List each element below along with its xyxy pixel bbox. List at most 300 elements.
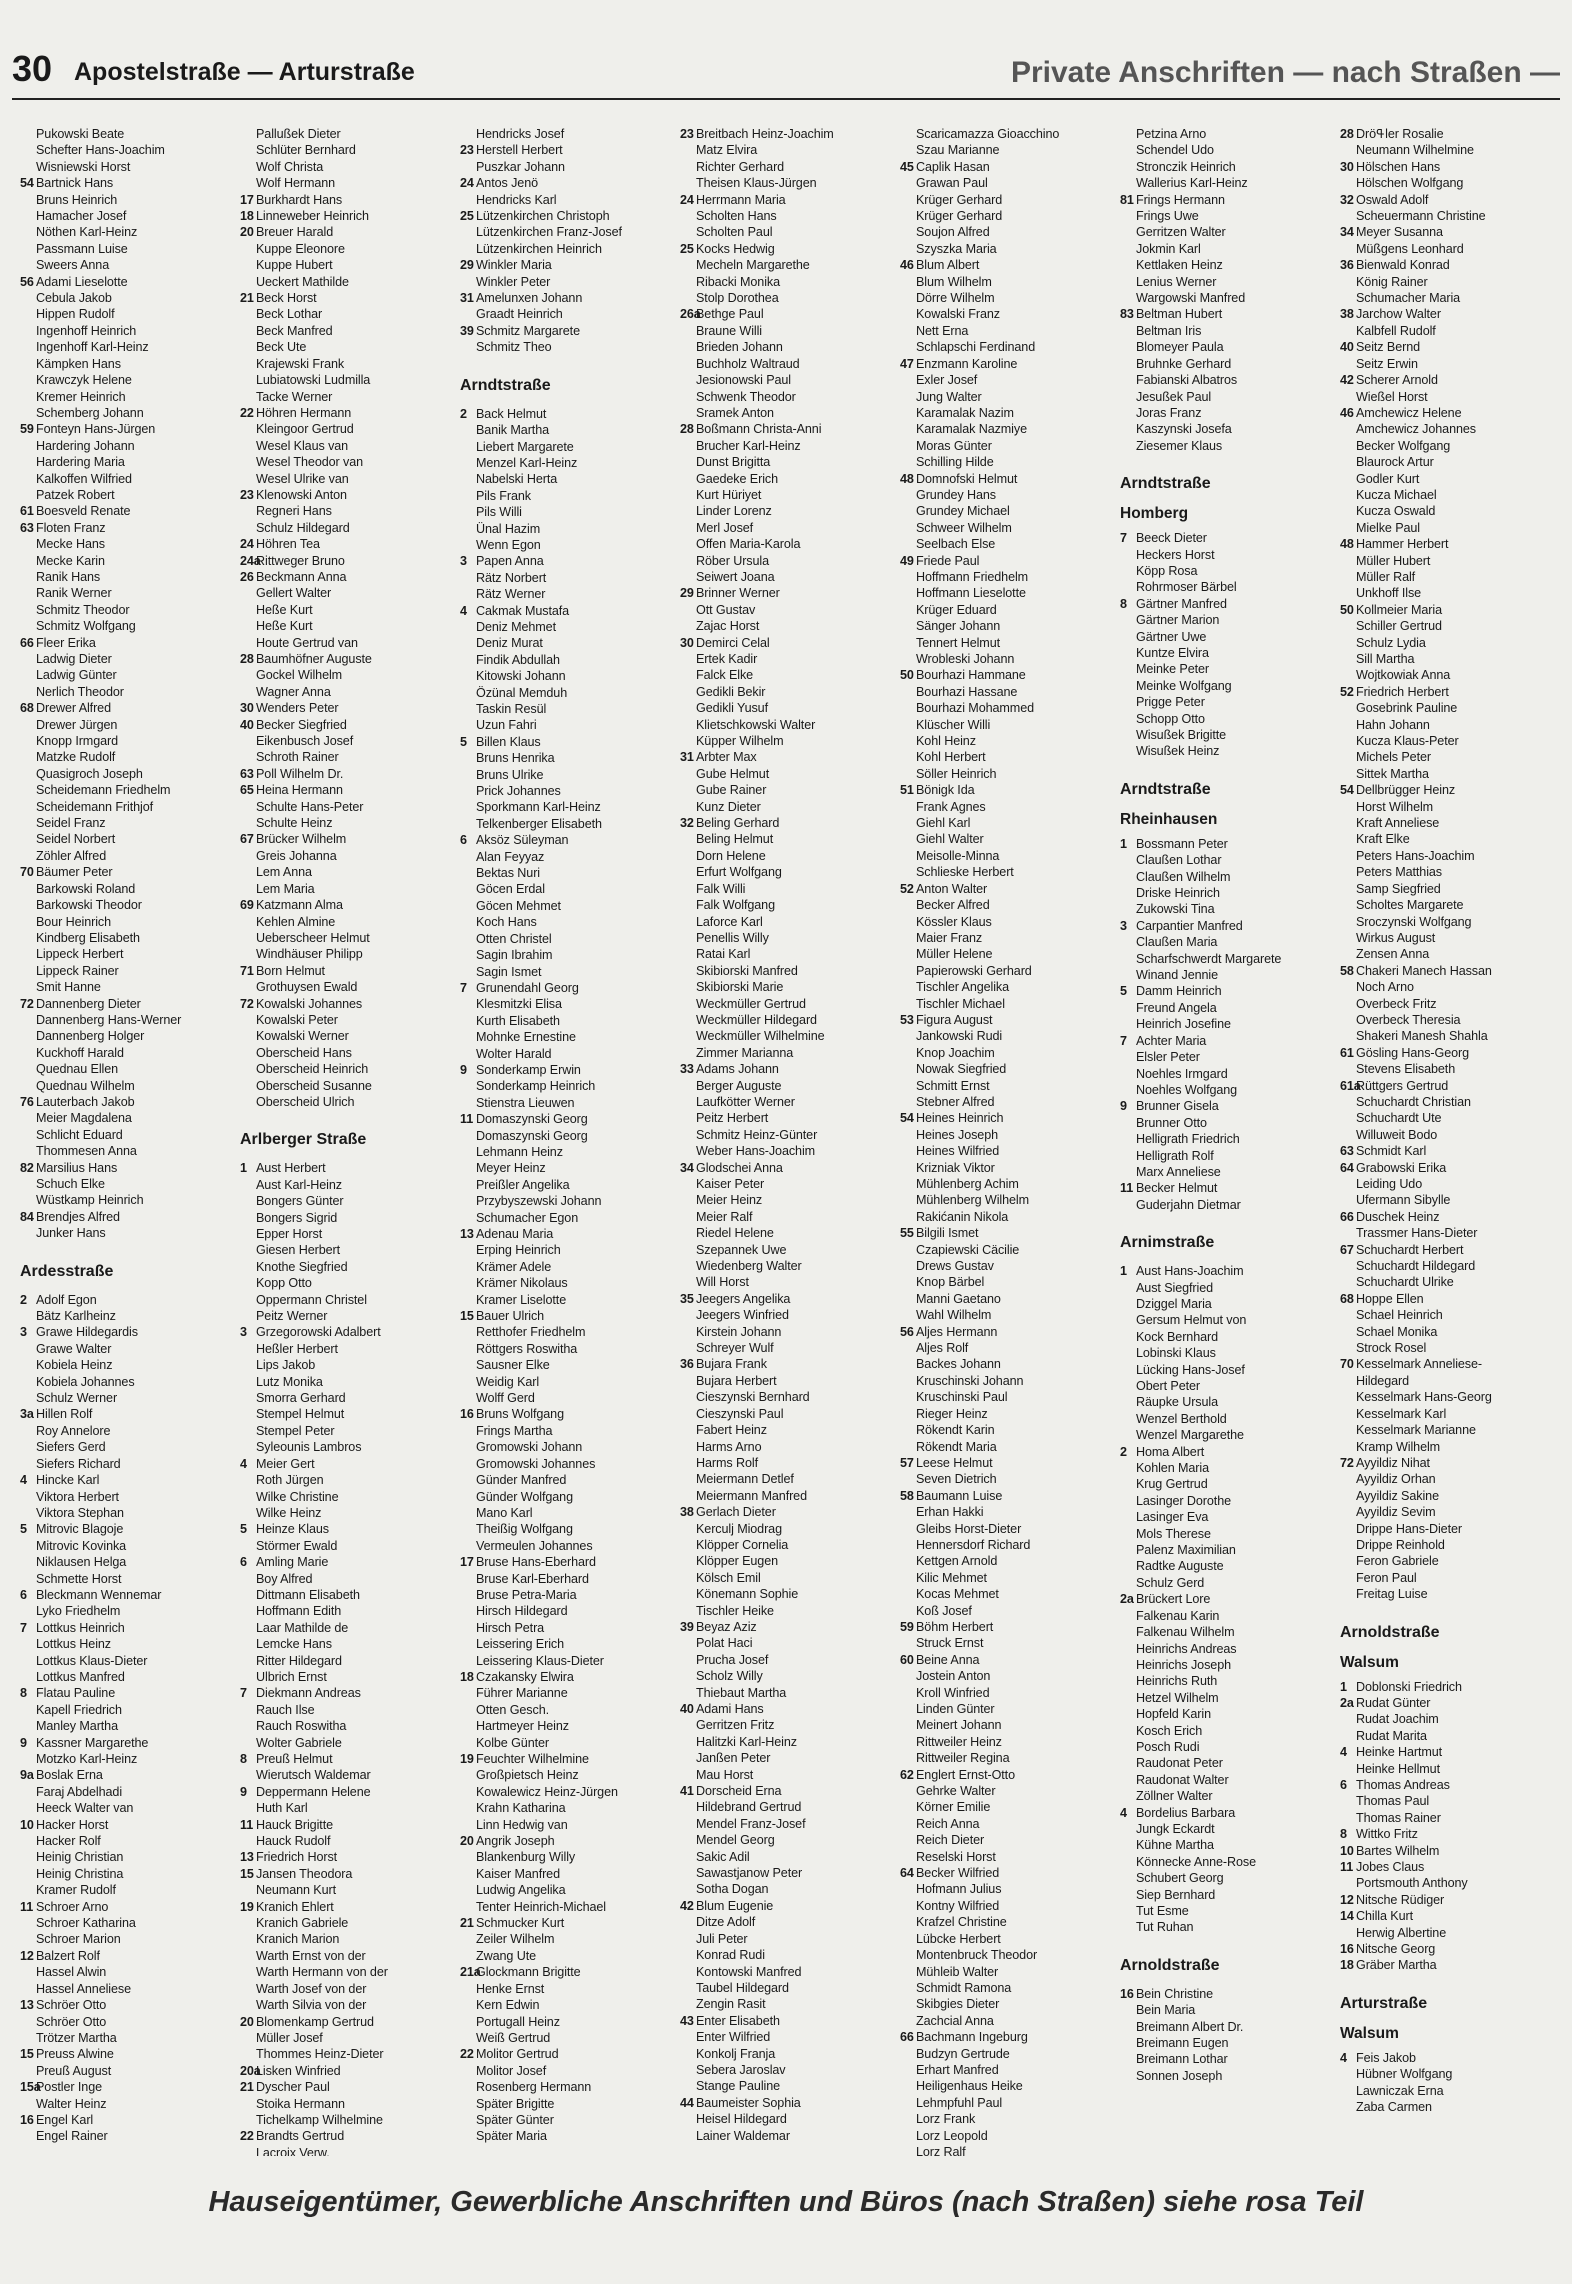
resident-name: Lasinger Dorothe bbox=[1136, 1493, 1232, 1508]
resident-entry bbox=[900, 1324, 1116, 1340]
resident-entry bbox=[1340, 1471, 1556, 1487]
resident-entry bbox=[20, 717, 236, 733]
resident-name: Bartnick Hans bbox=[36, 176, 114, 191]
resident-entry bbox=[680, 159, 896, 175]
resident-name: Lützenkirchen Heinrich bbox=[476, 241, 602, 256]
resident-name: Scherer Arnold bbox=[1356, 373, 1438, 388]
resident-entry bbox=[1340, 1110, 1556, 1126]
house-number: 40 bbox=[240, 717, 254, 732]
house-number: 14 bbox=[1340, 1909, 1354, 1924]
resident-name: Giehl Karl bbox=[916, 816, 971, 831]
resident-name: Jeegers Winfried bbox=[696, 1308, 789, 1323]
resident-entry bbox=[240, 864, 456, 880]
resident-name: Achter Maria bbox=[1136, 1033, 1207, 1048]
resident-name: Koch Hans bbox=[476, 915, 537, 930]
resident-entry bbox=[900, 1881, 1116, 1897]
resident-name: Neumann Kurt bbox=[256, 1883, 337, 1898]
resident-entry bbox=[1120, 1821, 1336, 1837]
resident-entry bbox=[900, 1849, 1116, 1865]
resident-name: Zensen Anna bbox=[1356, 947, 1430, 962]
resident-name: Hahn Johann bbox=[1356, 717, 1430, 732]
resident-entry bbox=[1120, 323, 1336, 339]
resident-name: Sausner Elke bbox=[476, 1358, 550, 1373]
resident-entry bbox=[680, 602, 896, 618]
resident-entry bbox=[460, 570, 676, 586]
resident-entry bbox=[680, 1767, 896, 1783]
resident-entry bbox=[900, 2128, 1116, 2144]
resident-entry bbox=[1120, 1919, 1336, 1935]
resident-name: Bruse Karl-Eberhard bbox=[476, 1571, 589, 1586]
street-heading: Arndtstraße bbox=[1120, 780, 1211, 798]
resident-entry bbox=[1120, 1280, 1336, 1296]
resident-entry bbox=[1120, 1197, 1336, 1213]
resident-name: Schael Monika bbox=[1356, 1324, 1438, 1339]
house-number: 24 bbox=[460, 176, 474, 191]
resident-entry bbox=[1340, 1012, 1556, 1028]
resident-name: Sawastjanow Peter bbox=[696, 1866, 803, 1881]
resident-entry bbox=[240, 1653, 456, 1669]
resident-name: Rudat Joachim bbox=[1356, 1712, 1439, 1727]
resident-name: Balzert Rolf bbox=[36, 1948, 100, 1963]
resident-name: Puszkar Johann bbox=[476, 159, 565, 174]
resident-entry bbox=[1340, 1160, 1556, 1176]
resident-entry bbox=[900, 503, 1116, 519]
resident-name: Ratai Karl bbox=[696, 947, 751, 962]
resident-entry bbox=[1340, 1356, 1556, 1372]
resident-name: Göcen Mehmet bbox=[476, 898, 561, 913]
resident-name: Telkenberger Elisabeth bbox=[476, 816, 602, 831]
resident-entry bbox=[460, 1964, 676, 1980]
resident-entry bbox=[900, 1750, 1116, 1766]
resident-entry bbox=[900, 1652, 1116, 1668]
resident-name: Diekmann Andreas bbox=[256, 1686, 361, 1701]
house-number: 4 bbox=[20, 1473, 27, 1488]
house-number: 7 bbox=[1120, 1033, 1127, 1048]
resident-name: Damm Heinrich bbox=[1136, 984, 1222, 999]
house-number: 23 bbox=[460, 143, 474, 158]
resident-entry bbox=[900, 799, 1116, 815]
house-number: 50 bbox=[900, 668, 914, 683]
resident-entry bbox=[900, 1307, 1116, 1323]
resident-entry bbox=[680, 1799, 896, 1815]
resident-entry bbox=[680, 1947, 896, 1963]
resident-entry bbox=[20, 1948, 236, 1964]
resident-entry bbox=[1120, 1476, 1336, 1492]
directory-column bbox=[16, 126, 236, 2156]
resident-entry bbox=[460, 1603, 676, 1619]
resident-name: Bour Heinrich bbox=[36, 914, 111, 929]
resident-name: Syleounis Lambros bbox=[256, 1440, 362, 1455]
resident-entry bbox=[20, 224, 236, 240]
resident-name: Adami Lieselotte bbox=[36, 274, 128, 289]
resident-name: Ladwig Günter bbox=[36, 668, 117, 683]
resident-entry bbox=[20, 831, 236, 847]
resident-name: Noehles Irmgard bbox=[1136, 1066, 1228, 1081]
resident-entry bbox=[680, 1849, 896, 1865]
resident-entry bbox=[240, 1406, 456, 1422]
resident-name: Tacke Werner bbox=[256, 389, 333, 404]
house-number: 25 bbox=[680, 241, 694, 256]
resident-entry bbox=[20, 2063, 236, 2079]
resident-name: Heinze Klaus bbox=[256, 1522, 330, 1537]
resident-entry bbox=[240, 1045, 456, 1061]
resident-name: Hauck Rudolf bbox=[256, 1834, 331, 1849]
resident-name: Marsilius Hans bbox=[36, 1160, 118, 1175]
resident-name: Tenter Heinrich-Michael bbox=[476, 1899, 606, 1914]
resident-entry bbox=[1340, 1695, 1556, 1711]
resident-entry bbox=[1120, 159, 1336, 175]
resident-name: Sonnen Joseph bbox=[1136, 2068, 1223, 2083]
resident-entry bbox=[20, 2014, 236, 2030]
resident-entry bbox=[240, 323, 456, 339]
resident-entry bbox=[900, 1439, 1116, 1455]
resident-name: Kruschinski Paul bbox=[916, 1390, 1008, 1405]
resident-name: Kölsch Emil bbox=[696, 1570, 761, 1585]
resident-entry bbox=[460, 898, 676, 914]
resident-name: Kesselmark Anneliese- bbox=[1356, 1357, 1482, 1372]
resident-entry bbox=[240, 799, 456, 815]
resident-entry bbox=[460, 1685, 676, 1701]
resident-entry bbox=[240, 1226, 456, 1242]
resident-name: Schuchardt Ulrike bbox=[1356, 1275, 1454, 1290]
resident-entry bbox=[240, 1259, 456, 1275]
resident-name: Später Maria bbox=[476, 2129, 547, 2144]
resident-entry bbox=[240, 1472, 456, 1488]
house-number: 3 bbox=[240, 1325, 247, 1340]
resident-name: Schemberg Johann bbox=[36, 405, 144, 420]
resident-entry bbox=[460, 1242, 676, 1258]
resident-name: Siefers Gerd bbox=[36, 1440, 106, 1455]
resident-name: Störmer Ewald bbox=[256, 1538, 338, 1553]
resident-entry bbox=[460, 685, 676, 701]
house-number: 6 bbox=[20, 1587, 27, 1602]
resident-name: Bruns Wolfgang bbox=[476, 1407, 564, 1422]
resident-entry bbox=[20, 996, 236, 1012]
resident-entry bbox=[680, 405, 896, 421]
resident-name: Gösling Hans-Georg bbox=[1356, 1045, 1469, 1060]
resident-name: Adami Hans bbox=[696, 1702, 764, 1716]
resident-name: Kocks Hedwig bbox=[696, 241, 775, 256]
resident-name: Hammer Herbert bbox=[1356, 537, 1449, 552]
resident-name: Scheidemann Friedhelm bbox=[36, 783, 171, 798]
house-number: 58 bbox=[1340, 963, 1354, 978]
resident-entry bbox=[900, 1471, 1116, 1487]
resident-entry bbox=[680, 1832, 896, 1848]
resident-name: Wrobleski Johann bbox=[916, 652, 1015, 666]
resident-name: Homa Albert bbox=[1136, 1444, 1205, 1459]
resident-name: Später Günter bbox=[476, 2112, 554, 2127]
resident-entry bbox=[900, 766, 1116, 782]
house-number: 72 bbox=[20, 996, 34, 1011]
resident-name: Beck Lothar bbox=[256, 307, 323, 322]
house-number: 7 bbox=[1120, 531, 1127, 546]
house-number: 54 bbox=[20, 176, 34, 191]
resident-entry bbox=[20, 651, 236, 667]
house-number: 1 bbox=[1120, 1264, 1127, 1279]
resident-entry bbox=[900, 1619, 1116, 1635]
resident-name: Sramek Anton bbox=[696, 405, 774, 420]
resident-name: Aust Herbert bbox=[256, 1161, 326, 1176]
resident-name: Kruschinski Johann bbox=[916, 1373, 1024, 1388]
resident-name: Junker Hans bbox=[36, 1226, 106, 1241]
resident-entry bbox=[680, 1652, 896, 1668]
resident-entry bbox=[460, 2063, 676, 2079]
resident-entry bbox=[20, 914, 236, 930]
resident-name: Lauterbach Jakob bbox=[36, 1094, 135, 1109]
resident-name: Sänger Johann bbox=[916, 619, 1001, 634]
resident-name: Mielke Paul bbox=[1356, 520, 1420, 535]
resident-entry bbox=[1340, 1908, 1556, 1924]
resident-name: Warth Josef von der bbox=[256, 1981, 367, 1996]
resident-name: Schulte Heinz bbox=[256, 816, 333, 831]
house-number: 65 bbox=[240, 783, 254, 798]
resident-name: Erping Heinrich bbox=[476, 1243, 561, 1258]
resident-entry bbox=[240, 536, 456, 552]
resident-entry bbox=[240, 1669, 456, 1685]
resident-entry bbox=[20, 438, 236, 454]
resident-name: Kössler Klaus bbox=[916, 914, 992, 929]
resident-entry bbox=[1120, 1312, 1336, 1328]
resident-entry bbox=[1340, 1225, 1556, 1241]
resident-name: Kuntze Elvira bbox=[1136, 645, 1209, 660]
resident-name: Scheuermann Christine bbox=[1356, 209, 1486, 224]
resident-name: Giesen Herbert bbox=[256, 1243, 340, 1258]
resident-entry bbox=[680, 503, 896, 519]
resident-entry bbox=[1120, 530, 1336, 546]
resident-entry bbox=[680, 1078, 896, 1094]
resident-name: Erhart Manfred bbox=[916, 2062, 999, 2077]
resident-entry bbox=[680, 684, 896, 700]
resident-entry bbox=[460, 2079, 676, 2095]
resident-entry bbox=[900, 520, 1116, 536]
house-number: 57 bbox=[900, 1455, 914, 1470]
resident-name: Bethge Paul bbox=[696, 307, 764, 322]
house-number: 35 bbox=[680, 1291, 694, 1306]
resident-name: Blum Albert bbox=[916, 258, 980, 273]
resident-entry bbox=[20, 1817, 236, 1833]
resident-name: Ditze Adolf bbox=[696, 1915, 756, 1930]
resident-name: Kramer Liselotte bbox=[476, 1292, 567, 1307]
resident-entry bbox=[460, 1029, 676, 1045]
resident-name: Wagner Anna bbox=[256, 684, 331, 699]
resident-name: Ranik Hans bbox=[36, 569, 101, 584]
resident-name: Bartes Wilhelm bbox=[1356, 1843, 1440, 1858]
resident-name: Heines Wilfried bbox=[916, 1144, 1000, 1159]
resident-name: Schefter Hans-Joachim bbox=[36, 143, 165, 158]
resident-name: Kirstein Johann bbox=[696, 1324, 782, 1339]
resident-entry bbox=[900, 126, 1116, 142]
resident-entry bbox=[900, 1668, 1116, 1684]
resident-name: Jeegers Angelika bbox=[696, 1291, 791, 1306]
resident-entry bbox=[20, 471, 236, 487]
resident-name: Bujara Herbert bbox=[696, 1373, 777, 1388]
resident-name: Gärtner Manfred bbox=[1136, 596, 1227, 611]
resident-entry bbox=[680, 1242, 896, 1258]
resident-name: Beeck Dieter bbox=[1136, 531, 1207, 546]
resident-entry bbox=[1340, 1324, 1556, 1340]
resident-entry bbox=[20, 306, 236, 322]
resident-entry bbox=[240, 1636, 456, 1652]
resident-entry bbox=[680, 1274, 896, 1290]
resident-name: Struck Ernst bbox=[916, 1636, 984, 1651]
resident-name: Gube Rainer bbox=[696, 783, 767, 798]
resident-name: Lawniczak Erna bbox=[1356, 2083, 1444, 2098]
house-number: 59 bbox=[20, 422, 34, 437]
resident-entry bbox=[20, 1225, 236, 1241]
resident-name: Heße Kurt bbox=[256, 602, 313, 617]
resident-entry bbox=[680, 454, 896, 470]
resident-entry bbox=[1120, 1509, 1336, 1525]
house-number: 31 bbox=[460, 291, 474, 306]
resident-name: Amling Marie bbox=[256, 1555, 329, 1570]
resident-entry bbox=[460, 1472, 676, 1488]
resident-name: Knopp Irmgard bbox=[36, 734, 119, 749]
resident-entry bbox=[1120, 1082, 1336, 1098]
resident-entry bbox=[680, 1471, 896, 1487]
resident-name: Linneweber Heinrich bbox=[256, 209, 369, 224]
resident-name: Frank Agnes bbox=[916, 799, 986, 814]
resident-entry bbox=[1340, 1209, 1556, 1225]
resident-entry bbox=[680, 1340, 896, 1356]
resident-entry bbox=[680, 946, 896, 962]
resident-name: Hippen Rudolf bbox=[36, 307, 115, 322]
resident-entry bbox=[1120, 438, 1336, 454]
resident-name: Boy Alfred bbox=[256, 1571, 313, 1586]
resident-entry bbox=[900, 1996, 1116, 2012]
resident-entry bbox=[460, 471, 676, 487]
resident-entry bbox=[1120, 1115, 1336, 1131]
resident-name: Klöpper Eugen bbox=[696, 1554, 779, 1569]
resident-entry bbox=[1340, 1941, 1556, 1957]
resident-entry bbox=[900, 979, 1116, 995]
resident-name: Kehlen Almine bbox=[256, 914, 336, 929]
resident-entry bbox=[20, 1981, 236, 1997]
resident-name: Deppermann Helene bbox=[256, 1784, 371, 1799]
resident-entry bbox=[240, 1997, 456, 2013]
resident-entry bbox=[680, 979, 896, 995]
resident-entry bbox=[460, 1948, 676, 1964]
resident-entry bbox=[1120, 1903, 1336, 1919]
resident-name: Siefers Richard bbox=[36, 1456, 121, 1471]
resident-entry bbox=[900, 1127, 1116, 1143]
resident-name: Moras Günter bbox=[916, 438, 992, 453]
resident-entry bbox=[1340, 1143, 1556, 1159]
house-number: 20 bbox=[460, 1834, 474, 1849]
house-number: 3 bbox=[20, 1325, 27, 1340]
resident-name: Heina Hermann bbox=[256, 783, 343, 798]
resident-entry bbox=[1340, 1291, 1556, 1307]
house-number: 2a bbox=[1120, 1592, 1134, 1607]
resident-name: Weckmüller Hildegard bbox=[696, 1012, 817, 1027]
resident-name: Alan Feyyaz bbox=[476, 849, 545, 864]
resident-entry bbox=[240, 142, 456, 158]
resident-entry bbox=[240, 996, 456, 1012]
resident-name: Hofmann Julius bbox=[916, 1882, 1002, 1897]
resident-name: Hoffmann Edith bbox=[256, 1604, 342, 1619]
resident-name: Jesionowski Paul bbox=[696, 373, 791, 388]
resident-name: Stange Pauline bbox=[696, 2079, 781, 2094]
house-number: 5 bbox=[20, 1522, 27, 1537]
resident-name: Drews Gustav bbox=[916, 1259, 994, 1274]
resident-entry bbox=[680, 1110, 896, 1126]
resident-entry bbox=[1340, 1127, 1556, 1143]
resident-entry bbox=[240, 1882, 456, 1898]
resident-name: Grothuysen Ewald bbox=[256, 980, 358, 995]
resident-name: Brendjes Alfred bbox=[36, 1209, 120, 1224]
resident-name: Bleckmann Wennemar bbox=[36, 1587, 162, 1602]
resident-entry bbox=[900, 241, 1116, 257]
resident-entry bbox=[680, 224, 896, 240]
resident-name: Sebera Jaroslav bbox=[696, 2062, 786, 2077]
resident-name: Hardering Maria bbox=[36, 455, 125, 470]
resident-entry bbox=[20, 192, 236, 208]
resident-name: Jobes Claus bbox=[1356, 1860, 1425, 1875]
resident-name: Özünal Memduh bbox=[476, 685, 568, 700]
resident-name: Boslak Erna bbox=[36, 1768, 103, 1783]
resident-entry bbox=[1340, 2099, 1556, 2115]
resident-name: Freitag Luise bbox=[1356, 1587, 1428, 1602]
resident-name: Krämer Adele bbox=[476, 1259, 552, 1274]
resident-entry bbox=[460, 504, 676, 520]
resident-entry bbox=[1340, 700, 1556, 716]
resident-entry bbox=[1340, 520, 1556, 536]
resident-entry bbox=[900, 1176, 1116, 1192]
district-heading: Rheinhausen bbox=[1120, 810, 1218, 828]
resident-entry bbox=[460, 455, 676, 471]
resident-entry bbox=[1340, 1488, 1556, 1504]
resident-name: Bossmann Peter bbox=[1136, 836, 1228, 851]
house-number: 13 bbox=[460, 1227, 474, 1241]
resident-name: Fabianski Albatros bbox=[1136, 373, 1238, 388]
resident-entry bbox=[20, 1012, 236, 1028]
resident-entry bbox=[680, 1881, 896, 1897]
resident-entry bbox=[900, 1225, 1116, 1241]
resident-name: Sonderkamp Erwin bbox=[476, 1062, 581, 1077]
resident-entry bbox=[240, 1308, 456, 1324]
house-number: 4 bbox=[240, 1456, 247, 1471]
resident-name: Sakic Adil bbox=[696, 1849, 750, 1864]
resident-entry bbox=[20, 1406, 236, 1422]
house-number: 18 bbox=[240, 209, 254, 224]
resident-name: Falk Wolfgang bbox=[696, 898, 775, 913]
resident-entry bbox=[1120, 596, 1336, 612]
resident-name: Grunendahl Georg bbox=[476, 980, 579, 995]
resident-name: Beling Gerhard bbox=[696, 816, 780, 831]
resident-entry bbox=[240, 1735, 456, 1751]
resident-name: Mecke Karin bbox=[36, 553, 105, 568]
resident-entry bbox=[460, 1439, 676, 1455]
resident-entry bbox=[1340, 831, 1556, 847]
resident-entry bbox=[900, 2062, 1116, 2078]
resident-entry bbox=[1120, 579, 1336, 595]
resident-entry bbox=[20, 2128, 236, 2144]
resident-name: Preuß August bbox=[36, 2063, 112, 2078]
resident-name: Kuppe Eleonore bbox=[256, 241, 345, 256]
resident-name: Seitz Erwin bbox=[1356, 356, 1418, 371]
house-number: 50 bbox=[1340, 602, 1354, 617]
resident-name: Otten Christel bbox=[476, 931, 552, 946]
resident-entry bbox=[460, 1767, 676, 1783]
resident-name: Menzel Karl-Heinz bbox=[476, 455, 578, 470]
resident-name: Schlüter Bernhard bbox=[256, 143, 356, 158]
resident-entry bbox=[240, 2046, 456, 2062]
resident-name: Müller Helene bbox=[916, 947, 993, 962]
resident-name: Sagin Ismet bbox=[476, 964, 542, 979]
resident-name: Seidel Franz bbox=[36, 816, 106, 831]
resident-entry bbox=[1340, 1078, 1556, 1094]
house-number: 76 bbox=[20, 1094, 34, 1109]
resident-name: Winkler Maria bbox=[476, 258, 552, 273]
